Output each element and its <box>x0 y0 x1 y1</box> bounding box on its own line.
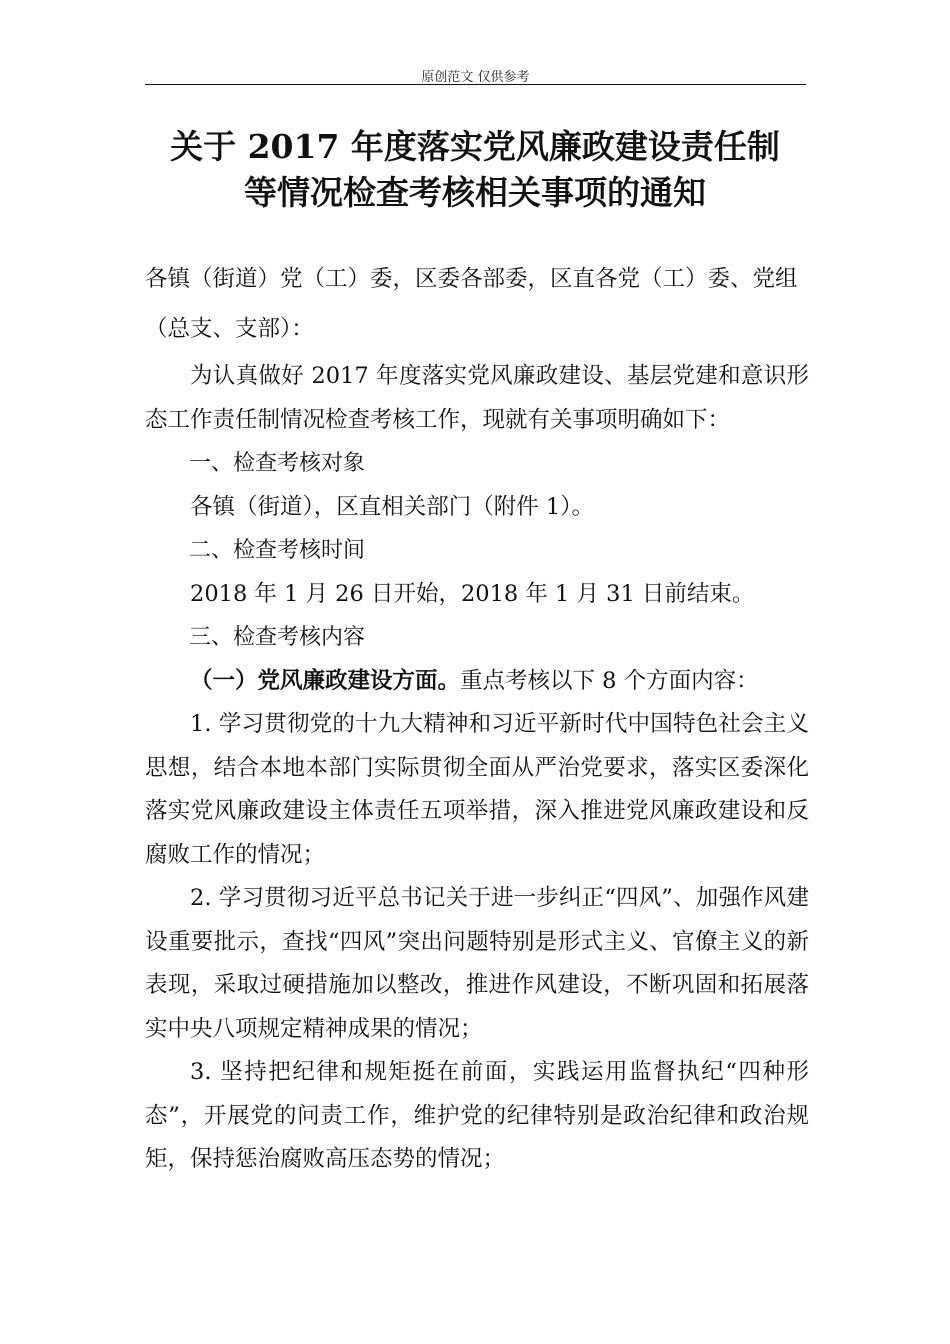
header-rule <box>145 84 806 85</box>
subsection-text: 重点考核以下 8 个方面内容： <box>460 667 759 694</box>
document-title <box>100 124 850 216</box>
intro-paragraph: 为认真做好 2017 年度落实党风廉政建设、基层党建和意识形态工作责任制情况检查考核工作，现就有关事项明确如下： <box>145 363 809 433</box>
page-header: 原创范文 仅供参考 <box>421 70 530 85</box>
section-heading-2: 二、检查考核时间 <box>189 538 366 563</box>
addressee-line-1: 各镇（街道）党（工）委，区委各部委，区直各党（工）委、党组 <box>145 266 798 292</box>
list-item-3: 3. 坚持把纪律和规矩挺在前面，实践运用监督执纪“四种形态”，开展党的问责工作，维护党的纪律特别是政治纪律和政治规矩，保持惩治腐败高压态势的情况； <box>145 1059 809 1172</box>
subsection-label: （一）党风廉政建设方面。 <box>190 667 461 694</box>
section-heading-1: 一、检查考核对象 <box>189 451 366 476</box>
subsection-paragraph <box>145 660 809 704</box>
title-line-1: 关于 2017 年度落实党风廉政建设责任制 <box>170 127 780 166</box>
addressee-line-2: （总支、支部）： <box>145 315 314 342</box>
section-content-1: 各镇（街道），区直相关部门（附件 1）。 <box>190 493 594 520</box>
list-item-1: 1. 学习贯彻党的十九大精神和习近平新时代中国特色社会主义思想，结合本地本部门实际贯彻全面从严治党要求，落实区委深化落实党风廉政建设主体责任五项举措，深入推进党风廉政建设和反腐败工作的情况； <box>145 711 809 868</box>
section-content-2: 2018 年 1 月 26 日开始，2018 年 1 月 31 日前结束。 <box>190 580 755 607</box>
title-line-2: 等情况检查考核相关事项的通知 <box>244 173 706 212</box>
document-body <box>145 258 809 1182</box>
section-heading-3: 三、检查考核内容 <box>189 625 366 650</box>
list-item-2: 2. 学习贯彻习近平总书记关于进一步纠正“四风”、加强作风建设重要批示，查找“四风”突出问题特别是形式主义、官僚主义的新表现，采取过硬措施加以整改，推进作风建设，不断巩固和拓展落实中央八项规定精神成果的情况； <box>145 885 809 1042</box>
